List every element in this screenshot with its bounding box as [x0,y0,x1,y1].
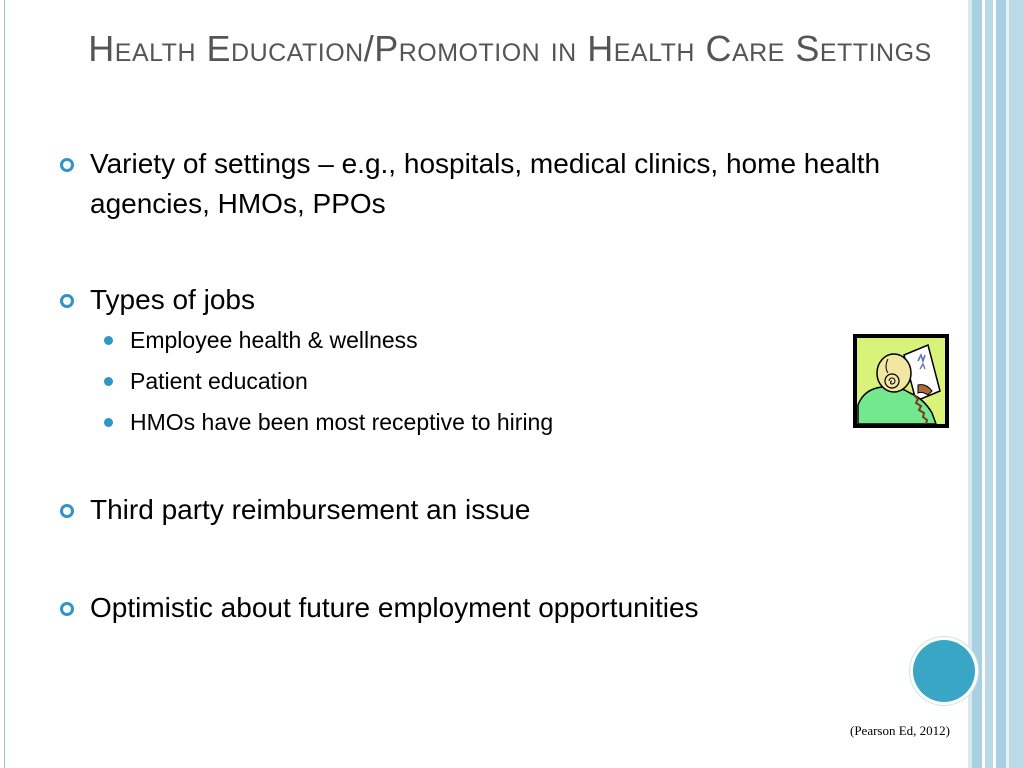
ring-bullet-icon [60,504,74,518]
dot-bullet-icon [104,418,113,427]
bullet-item [56,490,956,530]
person-reading-document-icon [852,333,950,429]
right-decorative-stripes [968,0,1024,768]
sub-bullet-text: HMOs have been most receptive to hiring [130,409,554,435]
left-border [0,0,5,768]
sub-bullet-item [56,320,956,361]
bullet-text: Third party reimbursement an issue [90,494,531,525]
ring-bullet-icon [60,158,74,172]
decorative-circle [913,640,975,702]
dot-bullet-icon [104,336,113,345]
citation: (Pearson Ed, 2012) [849,723,950,738]
sub-bullet-item [56,361,956,402]
bullet-text: Variety of settings – e.g., hospitals, medical clinics, home health agencies, HMOs, PPOs [90,148,881,219]
sub-bullet-item [56,402,956,443]
bullet-text: Optimistic about future employment opportunities [90,592,699,623]
bullet-item [56,280,956,320]
bullet-item [56,588,956,628]
bullet-item [56,144,956,224]
sub-bullet-text: Employee health & wellness [130,327,418,353]
bullet-list [56,144,956,628]
ring-bullet-icon [60,294,74,308]
dot-bullet-icon [104,377,113,386]
bullet-text: Types of jobs [90,284,255,315]
slide-title: Health Education/Promotion in Health Care Settings [88,28,932,69]
sub-bullet-text: Patient education [130,368,308,394]
ring-bullet-icon [60,602,74,616]
